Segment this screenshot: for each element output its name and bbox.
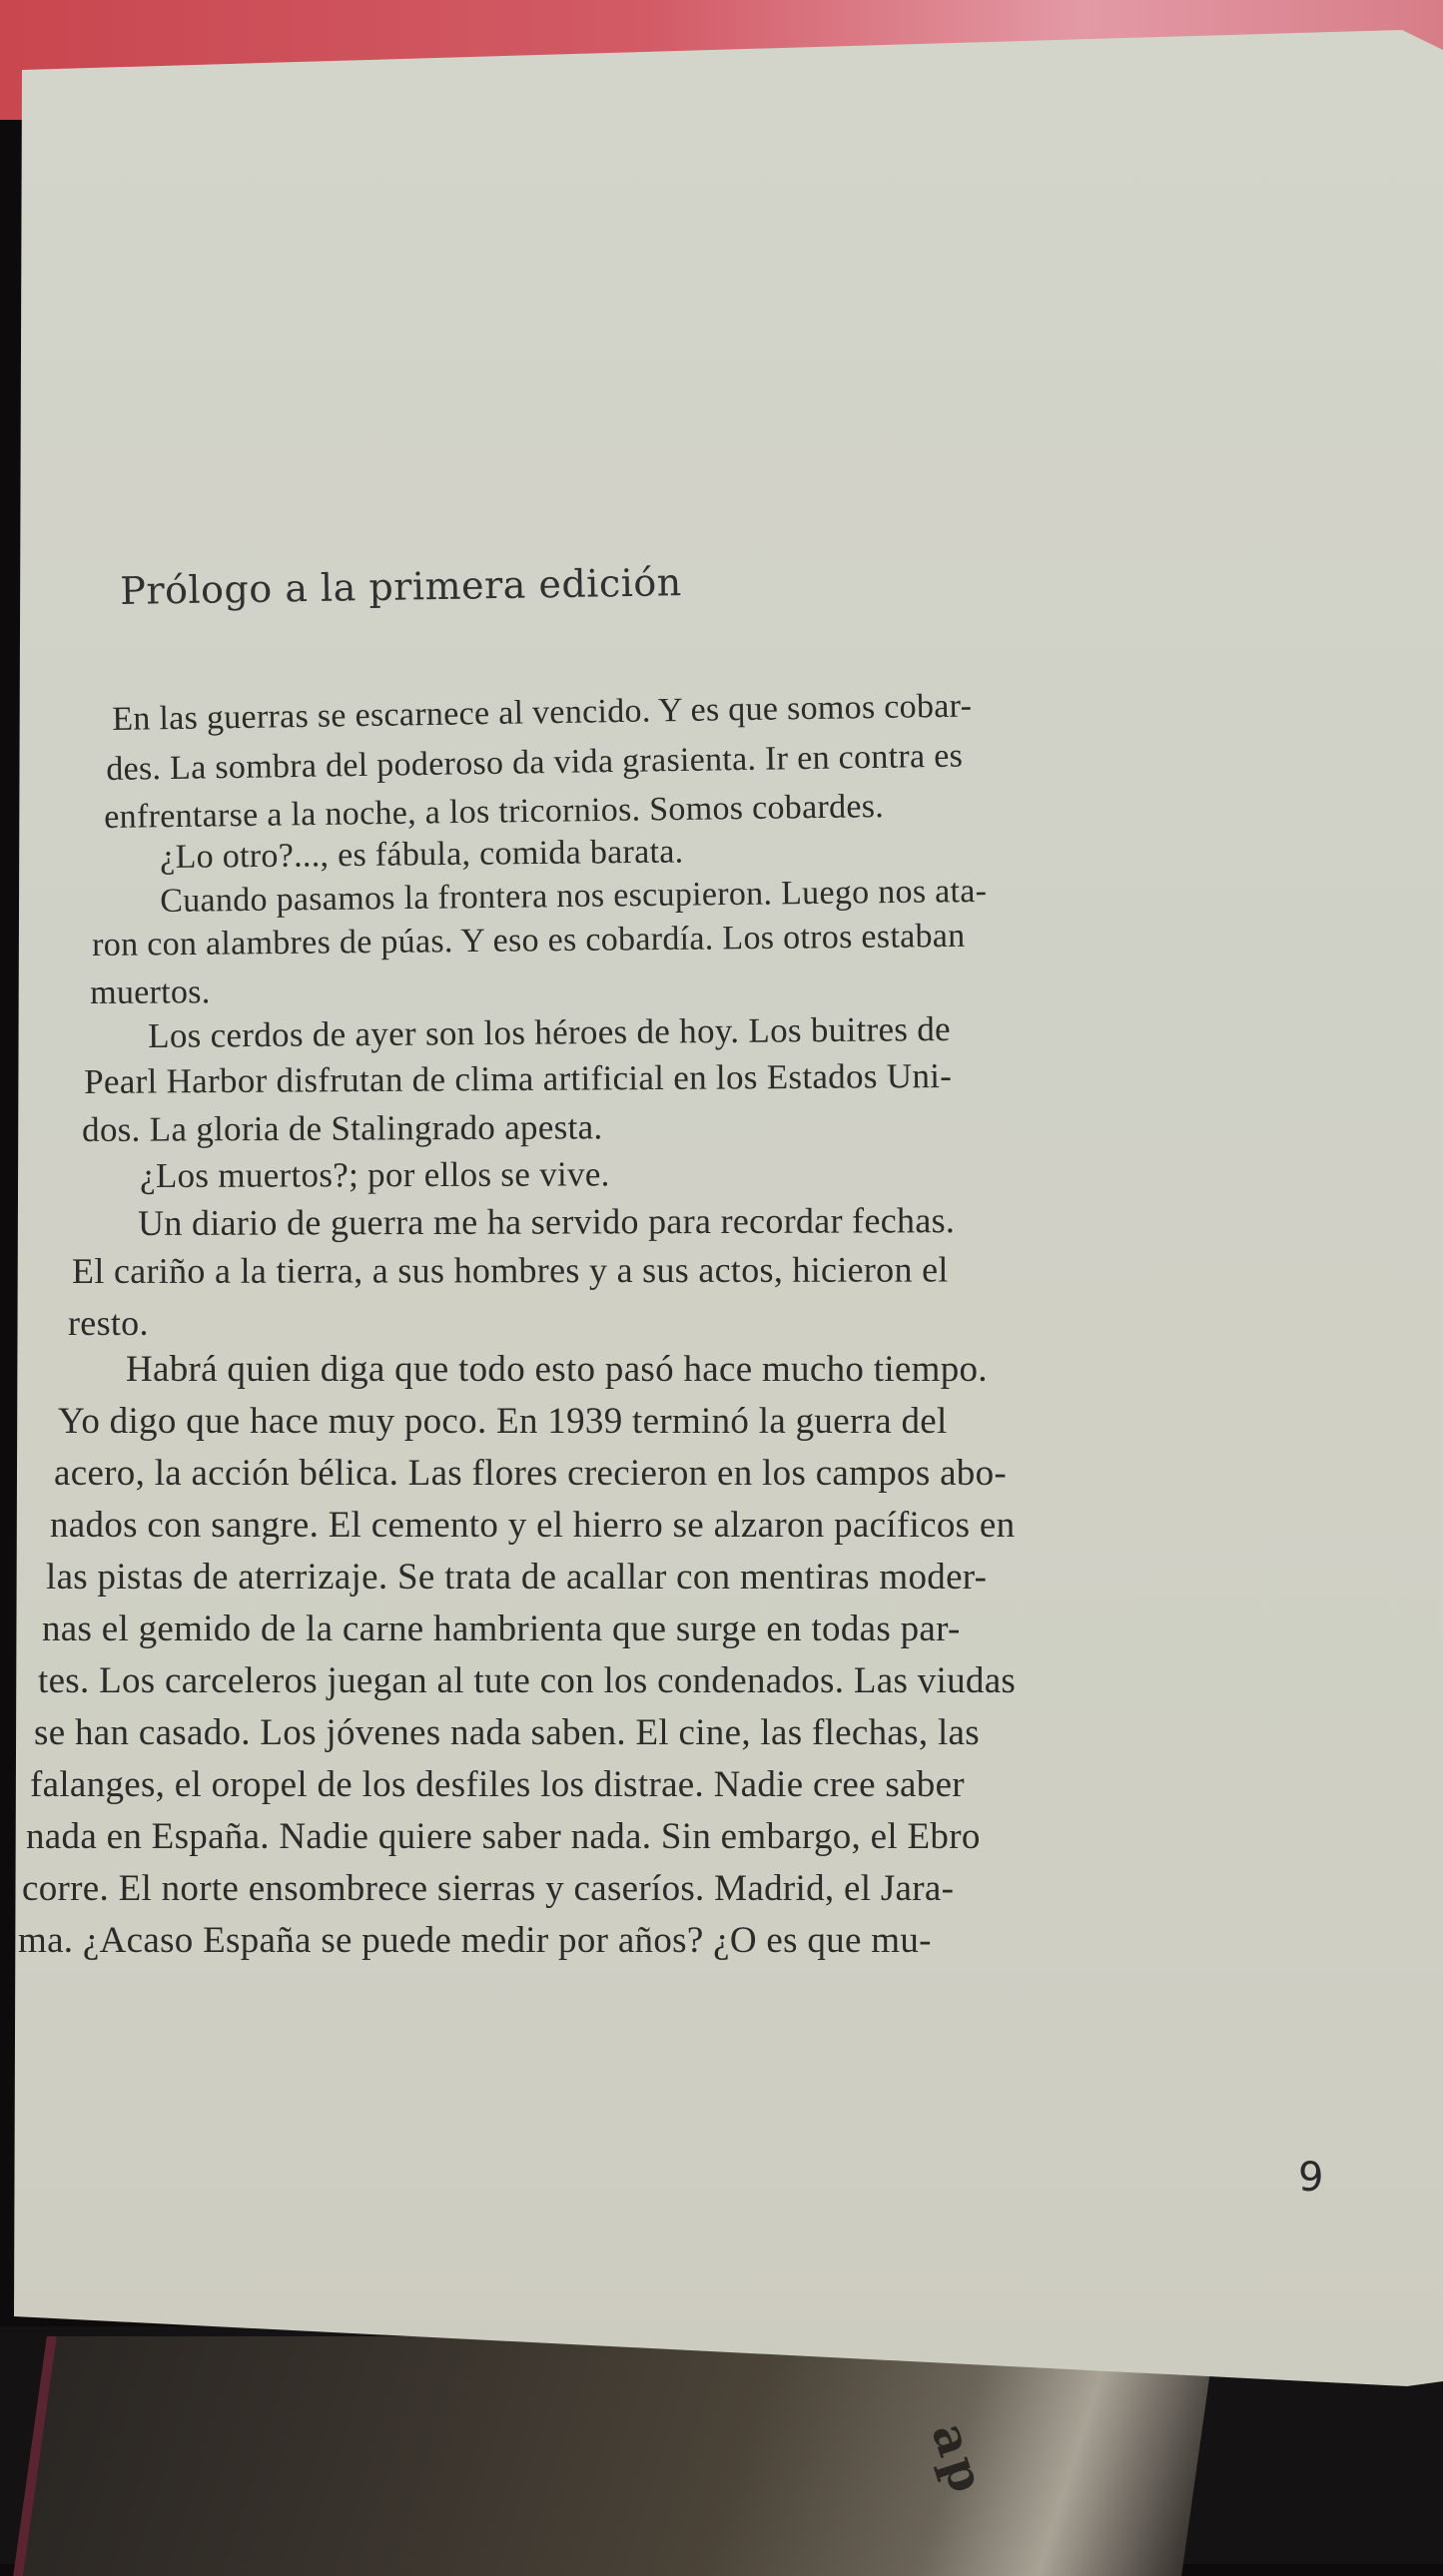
text-line: acero, la acción bélica. Las flores crecieron en los campos abo- xyxy=(54,1453,1008,1494)
text-line: enfrentarse a la noche, a los tricornios. Somos cobardes. xyxy=(104,788,885,836)
text-line: ¿Los muertos?; por ellos se vive. xyxy=(140,1154,610,1195)
chapter-heading: Prólogo a la primera edición xyxy=(120,560,682,613)
text-line: corre. El norte ensombrece sierras y caseríos. Madrid, el Jara- xyxy=(22,1868,955,1909)
text-line: tes. Los carceleros juegan al tute con los condenados. Las viudas xyxy=(38,1660,1017,1701)
text-line: Cuando pasamos la frontera nos escupieron. Luego nos ata- xyxy=(160,872,988,920)
text-line: nas el gemido de la carne hambrienta que surge en todas par- xyxy=(42,1609,961,1649)
text-line: nados con sangre. El cemento y el hierro se alzaron pacíficos en xyxy=(50,1505,1016,1546)
text-line: se han casado. Los jóvenes nada saben. El cine, las flechas, las xyxy=(34,1712,980,1753)
text-line: Pearl Harbor disfrutan de clima artificial en los Estados Uni- xyxy=(84,1055,953,1101)
text-line: En las guerras se escarnece al vencido. Y es que somos cobar- xyxy=(112,687,973,738)
text-line: nada en España. Nadie quiere saber nada. Sin embargo, el Ebro xyxy=(26,1816,981,1857)
text-line: El cariño a la tierra, a sus hombres y a sus actos, hicieron el xyxy=(72,1249,949,1291)
text-line: Habrá quien diga que todo esto pasó hace mucho tiempo. xyxy=(126,1349,988,1390)
text-line: muertos. xyxy=(90,973,211,1011)
text-line: falanges, el oropel de los desfiles los distrae. Nadie cree saber xyxy=(30,1764,965,1805)
text-line: Yo digo que hace muy poco. En 1939 terminó la guerra del xyxy=(58,1401,948,1442)
text-line: resto. xyxy=(68,1303,149,1343)
text-line: Un diario de guerra me ha servido para recordar fechas. xyxy=(138,1200,956,1243)
text-line: ma. ¿Acaso España se puede medir por años? ¿O es que mu- xyxy=(18,1920,932,1961)
underlying-book-cover xyxy=(23,2336,1215,2576)
text-line: dos. La gloria de Stalingrado apesta. xyxy=(82,1107,603,1149)
text-line: las pistas de aterrizaje. Se trata de acallar con mentiras moder- xyxy=(46,1557,988,1598)
text-line: Los cerdos de ayer son los héroes de hoy. Los buitres de xyxy=(148,1008,952,1055)
text-line: ¿Lo otro?..., es fábula, comida barata. xyxy=(160,833,684,876)
text-line: des. La sombra del poderoso da vida grasienta. Ir en contra es xyxy=(106,737,964,788)
page-number: 9 xyxy=(1298,2155,1324,2201)
text-line: ron con alambres de púas. Y eso es cobardía. Los otros estaban xyxy=(92,917,966,964)
underlying-book-title-fragment: ap xyxy=(920,2416,997,2503)
